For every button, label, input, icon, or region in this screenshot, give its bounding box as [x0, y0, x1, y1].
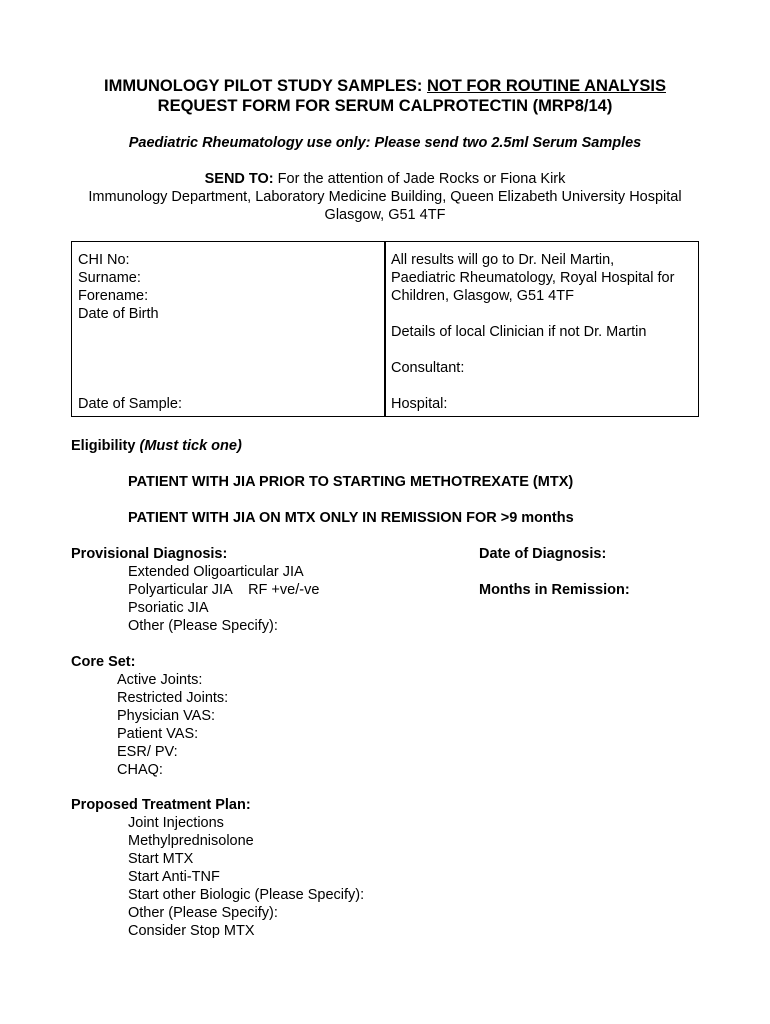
form-subtitle: Paediatric Rheumatology use only: Please send two 2.5ml Serum Samples — [128, 135, 642, 151]
patient-vas-field[interactable]: Patient VAS: — [117, 726, 199, 742]
title-emphasis: NOT FOR ROUTINE ANALYSIS — [427, 77, 666, 95]
treatment-option-other[interactable]: Other (Please Specify): — [128, 905, 278, 921]
consultant-field[interactable]: Consultant: — [391, 360, 465, 376]
physician-vas-field[interactable]: Physician VAS: — [117, 708, 216, 724]
send-to-line — [0, 170, 770, 188]
surname-field[interactable]: Surname: — [78, 270, 141, 286]
form-title-line2: REQUEST FORM FOR SERUM CALPROTECTIN (MRP8/14) — [157, 97, 613, 115]
treatment-option-start-anti-tnf[interactable]: Start Anti-TNF — [128, 869, 220, 885]
send-to-label: SEND TO: — [204, 171, 274, 187]
treatment-option-other-biologic[interactable]: Start other Biologic (Please Specify): — [128, 887, 365, 903]
diagnosis-option-oligoarticular[interactable]: Extended Oligoarticular JIA — [128, 564, 304, 580]
chi-field[interactable]: CHI No: — [78, 252, 130, 268]
title-prefix: IMMUNOLOGY PILOT STUDY SAMPLES: — [104, 77, 428, 95]
core-set-heading: Core Set: — [71, 654, 136, 670]
eligibility-heading — [71, 437, 242, 455]
esr-pv-field[interactable]: ESR/ PV: — [117, 744, 178, 760]
diagnosis-option-other[interactable]: Other (Please Specify): — [128, 618, 278, 634]
eligibility-option-prior-mtx[interactable]: PATIENT WITH JIA PRIOR TO STARTING METHOTREXATE (MTX) — [128, 474, 574, 490]
active-joints-field[interactable]: Active Joints: — [117, 672, 203, 688]
eligibility-note: (Must tick one) — [139, 438, 242, 454]
eligibility-label: Eligibility — [71, 438, 140, 454]
address-line2: Glasgow, G51 4TF — [324, 207, 446, 223]
results-line2: Paediatric Rheumatology, Royal Hospital for — [391, 270, 675, 286]
chaq-field[interactable]: CHAQ: — [117, 762, 163, 778]
results-line1: All results will go to Dr. Neil Martin, — [391, 252, 615, 268]
treatment-option-methylprednisolone[interactable]: Methylprednisolone — [128, 833, 254, 849]
local-clinician-label: Details of local Clinician if not Dr. Martin — [391, 324, 647, 340]
form-title-line1 — [0, 76, 770, 97]
treatment-option-start-mtx[interactable]: Start MTX — [128, 851, 194, 867]
diagnosis-option-polyarticular[interactable]: Polyarticular JIA RF +ve/-ve — [128, 582, 320, 598]
eligibility-option-on-mtx[interactable]: PATIENT WITH JIA ON MTX ONLY IN REMISSION FOR >9 months — [128, 510, 574, 526]
treatment-option-consider-stop-mtx[interactable]: Consider Stop MTX — [128, 923, 255, 939]
date-of-diagnosis-field[interactable]: Date of Diagnosis: — [479, 546, 607, 562]
date-of-sample-field[interactable]: Date of Sample: — [78, 396, 182, 412]
diagnosis-heading: Provisional Diagnosis: — [71, 546, 228, 562]
hospital-field[interactable]: Hospital: — [391, 396, 448, 412]
forename-field[interactable]: Forename: — [78, 288, 149, 304]
dob-field[interactable]: Date of Birth — [78, 306, 159, 322]
months-in-remission-field[interactable]: Months in Remission: — [479, 582, 630, 598]
diagnosis-option-psoriatic[interactable]: Psoriatic JIA — [128, 600, 209, 616]
address-line1: Immunology Department, Laboratory Medicine Building, Queen Elizabeth University Hospital — [88, 189, 682, 205]
send-to-text: For the attention of Jade Rocks or Fiona Kirk — [273, 171, 566, 187]
restricted-joints-field[interactable]: Restricted Joints: — [117, 690, 229, 706]
box-divider — [384, 242, 386, 416]
treatment-heading: Proposed Treatment Plan: — [71, 797, 251, 813]
treatment-option-joint-injections[interactable]: Joint Injections — [128, 815, 224, 831]
results-line3: Children, Glasgow, G51 4TF — [391, 288, 574, 304]
